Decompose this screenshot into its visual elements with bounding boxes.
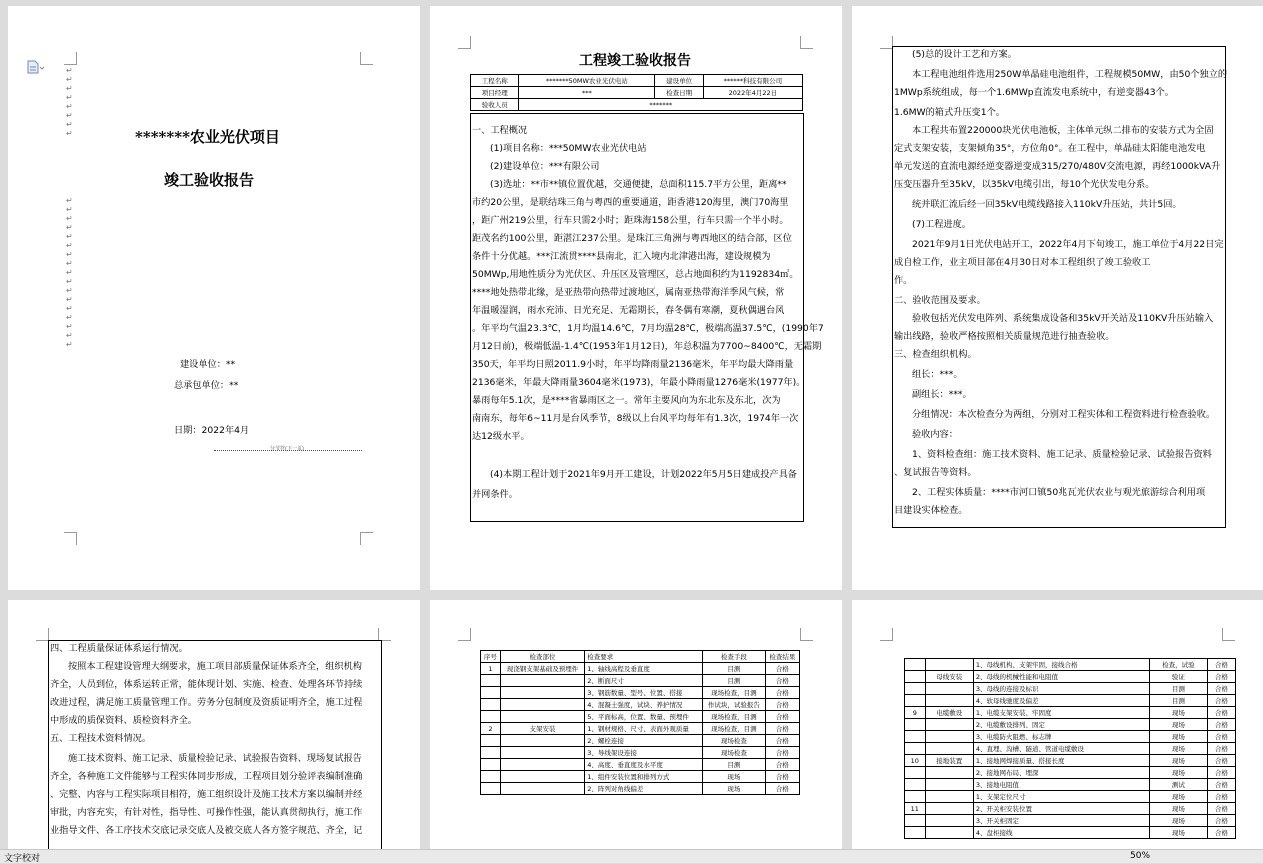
table-row [905, 803, 1236, 815]
table-cell: 合格 [1207, 671, 1235, 683]
text-line: (1)项目名称：***50MW农业光伏电站 [490, 143, 647, 154]
table-cell: 合格 [765, 723, 799, 735]
text-line: 齐全，各种施工文件能够与工程实体同步形成，工程项目划分验评表编制准确 [50, 771, 363, 782]
table-row [905, 695, 1236, 707]
table-cell [925, 695, 973, 707]
text-line: 本工程电池组件选用250W单晶硅电池组件，工程规模50MW，由50个独立的 [912, 69, 1228, 80]
table-row [905, 719, 1236, 731]
text-line: 2021年9月1日光伏电站开工，2022年4月下旬竣工，施工单位于4月22日完 [912, 239, 1224, 250]
table-row [905, 659, 1236, 671]
table-cell [481, 771, 501, 783]
table-cell [500, 747, 584, 759]
text-line: (4)本期工程计划于2021年9月开工建设，计划2022年5月5日建成投产具备 [490, 469, 797, 480]
text-line: 验收内容： [912, 429, 958, 440]
table-row [905, 827, 1236, 839]
table-cell: 合格 [765, 687, 799, 699]
text-line: 350天，年平均日照2011.9小时，年平均降雨量2136毫米，年平均最大降雨量 [472, 359, 794, 370]
text-line: ****地处热带北缘，是亚热带向热带过渡地区，属南亚热带海洋季风气候，常 [472, 287, 785, 298]
text-line: 压变压器升至35kV，以35kV电缆引出，每10个光伏发电分系。 [894, 179, 1155, 190]
table-cell [905, 659, 926, 671]
crop-mark [360, 532, 373, 545]
page-2[interactable] [430, 6, 842, 590]
table-cell: 合格 [765, 711, 799, 723]
table-cell: 现场 [1149, 755, 1207, 767]
general-contractor: 总承包单位：** [174, 380, 239, 391]
table-cell: 序号 [481, 651, 501, 663]
table-cell: 建设单位 [655, 75, 703, 87]
table-cell: 2、螺栓连接 [585, 735, 703, 747]
crop-mark [360, 52, 373, 65]
table-cell [925, 779, 973, 791]
zoom-level[interactable]: 50% [1130, 851, 1151, 861]
table-cell: 现场 [702, 771, 765, 783]
text-line: 年温暖湿润，雨水充沛、日光充足、无霜期长，春冬偶有寒潮，夏秋偶遇台风 [472, 305, 785, 316]
table-cell: 现场 [702, 783, 765, 795]
table-cell: 现场 [1149, 791, 1207, 803]
text-line: 副组长：***。 [912, 389, 972, 400]
table-cell: 现场 [1149, 767, 1207, 779]
table-cell: 4、高度、垂直度及水平度 [585, 759, 703, 771]
text-line: 距茂名约100公里，距湛江237公里。是珠江三角洲与粤西地区的结合部，区位 [472, 233, 792, 244]
table-row [905, 743, 1236, 755]
table-cell [925, 683, 973, 695]
table-cell: 项目经理 [471, 87, 519, 99]
table-cell: 检查日期 [655, 87, 703, 99]
table-cell: 目测 [702, 663, 765, 675]
text-line: 验收包括光伏发电阵列、系统集成设备和35kV开关站及110KV升压站输入 [912, 313, 1214, 324]
table-cell: 2、母线的机械性能和电阻值 [973, 671, 1149, 683]
table-cell: 母线安装 [925, 671, 973, 683]
table-cell [905, 791, 926, 803]
text-line: 分组情况：本次检查分为两组，分别对工程实体和工程资料进行检查验收。 [912, 409, 1216, 420]
table-cell [481, 711, 501, 723]
text-line: 、复试报告等资料。 [894, 467, 977, 478]
table-cell: 合格 [1207, 707, 1235, 719]
page-3[interactable] [852, 6, 1263, 590]
table-cell: 3、母线的连接及标识 [973, 683, 1149, 695]
table-cell [481, 687, 501, 699]
table-cell: 检查部位 [500, 651, 584, 663]
table-cell: 目测 [1149, 683, 1207, 695]
table-cell: 测试 [1149, 779, 1207, 791]
report-title: 工程竣工验收报告 [579, 53, 691, 69]
table-cell: 1、轴线高程及垂直度 [585, 663, 703, 675]
table-cell: 合格 [765, 735, 799, 747]
text-line: 月12日前)，极端低温-1.4℃(1953年1月12日)，年总积温为7700~8400℃，无霜期 [472, 341, 822, 352]
table-cell: 现场检查，目测 [702, 711, 765, 723]
table-row [481, 783, 800, 795]
text-line: (3)选址：**市**镇位置优越，交通便捷，总面积115.7平方公里，距离** [490, 179, 787, 190]
crop-mark [458, 628, 471, 641]
construction-unit: 建设单位：** [180, 359, 236, 370]
table-cell: 3、钢筋数量、型号、位置、搭接 [585, 687, 703, 699]
crop-mark [458, 36, 471, 49]
table-cell [905, 719, 926, 731]
table-cell: 工程名称 [471, 75, 519, 87]
table-cell: 9 [905, 707, 926, 719]
page-1[interactable] [8, 6, 420, 590]
table-cell: 目测 [1149, 695, 1207, 707]
table-cell: 3、导线架设连接 [585, 747, 703, 759]
table-cell [905, 827, 926, 839]
table-cell [905, 815, 926, 827]
table-cell: 4、直埋、沟槽、隧道、管道电缆敷设 [973, 743, 1149, 755]
table-cell: 2、接地网布局、埋深 [973, 767, 1149, 779]
page-6[interactable] [852, 600, 1263, 849]
table-cell [500, 735, 584, 747]
table-cell [925, 767, 973, 779]
table-cell: 合格 [765, 747, 799, 759]
table-row [481, 675, 800, 687]
table-cell: 11 [905, 803, 926, 815]
table-cell: 合格 [765, 675, 799, 687]
text-line: ，距广州219公里，行车只需2小时；距珠海158公里，行车只需一个半小时。 [472, 215, 789, 226]
section-heading: 四、工程质量保证体系运行情况。 [50, 643, 188, 654]
text-line: 50MWp,用地性质分为光伏区、升压区及管理区，总占地面积约为1192834㎡。 [472, 269, 799, 280]
table-row [905, 683, 1236, 695]
section-heading: 三、检查组织机构。 [894, 349, 977, 360]
table-cell: 检查要求 [585, 651, 703, 663]
table-cell: 现场检查 [702, 747, 765, 759]
table-cell: 现场 [1149, 803, 1207, 815]
table-cell [925, 659, 973, 671]
text-line: (2)建设单位：***有限公司 [490, 161, 600, 172]
cover-title-line2: 竣工验收报告 [164, 171, 255, 189]
table-cell: 5、平面标高，位置、数量、预埋件 [585, 711, 703, 723]
table-cell: 2022年4月22日 [703, 87, 802, 99]
crop-mark [880, 628, 893, 641]
table-cell [925, 743, 973, 755]
table-cell: 现场检查，目测 [702, 687, 765, 699]
table-cell [481, 735, 501, 747]
table-cell: 1、接地网焊接质量、搭接长度 [973, 755, 1149, 767]
table-cell [925, 827, 973, 839]
table-cell: 现场 [1149, 731, 1207, 743]
table-cell [500, 675, 584, 687]
text-line: 1MWp系统组成，每一个1.6MWp直流发电系统中，有逆变器43个。 [894, 87, 1174, 98]
table-cell: 合格 [1207, 683, 1235, 695]
table-cell: 4、混凝土强度，试块、养护情况 [585, 699, 703, 711]
table-cell: *******50MW农业光伏电站 [519, 75, 655, 87]
text-line: 南南东，每年6~11月是台风季节，8级以上台风平均每年有1.3次，1974年一次 [472, 413, 799, 424]
cover-date: 日期：2022年4月 [174, 425, 250, 436]
document-icon[interactable] [26, 60, 46, 74]
text-line: 市约20公里，是联结珠三角与粤西的重要通道，距香港120海里，澳门70海里 [472, 197, 789, 208]
table-row [481, 735, 800, 747]
table-cell: 现场 [1149, 707, 1207, 719]
table-cell [500, 783, 584, 795]
table-row [481, 747, 800, 759]
table-cell: 2、断面尺寸 [585, 675, 703, 687]
table-row [905, 767, 1236, 779]
table-cell [905, 683, 926, 695]
table-cell: 合格 [765, 771, 799, 783]
table-row [481, 687, 800, 699]
table-cell: 检查结果 [765, 651, 799, 663]
table-cell [500, 711, 584, 723]
table-row [905, 815, 1236, 827]
text-line: 作。 [894, 275, 913, 286]
table-cell: 检查手段 [702, 651, 765, 663]
text-line: 条件十分优越。***江流贯****县南北，汇入境内北津港出海，建设规模为 [472, 251, 771, 262]
table-cell: 电缆敷设 [925, 707, 973, 719]
table-cell: 合格 [1207, 815, 1235, 827]
table-cell: 1、支架定位尺寸 [973, 791, 1149, 803]
table-cell: 合格 [765, 699, 799, 711]
table-cell [905, 743, 926, 755]
crop-mark [1222, 628, 1235, 641]
table-cell: 现场 [1149, 719, 1207, 731]
text-line: 审批，内容充实，有针对性，指导性、可操作性强，能认真贯彻执行，施工作 [50, 807, 363, 818]
text-line: 、完整、内容与工程实际项目相符，施工组织设计及施工技术方案以编制并经 [50, 789, 363, 800]
text-line: 施工技术资料、施工记录、质量检验记录、试验报告资料、现场复试报告 [68, 753, 362, 764]
paragraph-marks: ↵ ↵ ↵ ↵ ↵ ↵ ↵ ↵ ↵ ↵ ↵ ↵ ↵ ↵ ↵ ↵ ↵ [66, 196, 73, 349]
section-break-label: 分节符(下一页) [270, 446, 304, 452]
text-line: 改进过程，满足施工质量管理工作。劳务分包制度及资质证明齐全，施工过程 [50, 697, 363, 708]
table-cell: 验证 [1149, 671, 1207, 683]
text-line: (5)总的设计工艺和方案。 [912, 49, 1017, 60]
text-line: 中形成的质保资料、质检资料齐全。 [50, 715, 197, 726]
table-cell [905, 731, 926, 743]
table-cell [500, 699, 584, 711]
inspection-table [480, 650, 800, 795]
status-bar [0, 849, 1263, 863]
table-cell: 合格 [1207, 791, 1235, 803]
page-5[interactable] [430, 600, 842, 849]
table-cell [481, 699, 501, 711]
text-line: 输出线路，验收严格按照相关质量规范进行抽查验收。 [894, 331, 1115, 342]
crop-mark [800, 628, 813, 641]
table-cell: 3、电缆防火阻燃、标志牌 [973, 731, 1149, 743]
table-cell: 1、钢材规格、尺寸、表面外观质量 [585, 723, 703, 735]
table-cell [905, 767, 926, 779]
table-cell [925, 803, 973, 815]
text-line: 暴雨每年5.1次，是****省暴雨区之一。常年主要风向为东北东及东北，次为 [472, 395, 781, 406]
table-cell: ******* [519, 99, 803, 111]
table-cell [925, 719, 973, 731]
table-cell: 目测 [702, 759, 765, 771]
page-4[interactable] [8, 600, 420, 849]
table-row [481, 663, 800, 675]
table-cell: 现场 [1149, 827, 1207, 839]
table-row [481, 651, 800, 663]
section-heading: 一、工程概况 [472, 125, 528, 136]
table-cell: 接地装置 [925, 755, 973, 767]
table-cell: 检查，试验 [1149, 659, 1207, 671]
section-heading: 二、验收范围及要求。 [894, 295, 986, 306]
table-cell: 合格 [1207, 755, 1235, 767]
text-line: 定式支架安装，支架倾角35°，方位角0°。在工程中，单晶硅太阳能电池发电 [894, 143, 1206, 154]
crop-mark [64, 52, 77, 65]
text-line: 1、资料检查组：施工技术资料、施工记录、质量检验记录、试验报告资料 [912, 449, 1212, 460]
table-cell [481, 783, 501, 795]
table-cell: 合格 [765, 759, 799, 771]
table-cell: 合格 [1207, 767, 1235, 779]
table-cell: 2、开关柜安装位置 [973, 803, 1149, 815]
table-row [905, 671, 1236, 683]
text-line: 。年平均气温23.3℃，1月均温14.6℃，7月均温28℃，极端高温37.5℃，(1990年7 [472, 323, 824, 334]
text-line: 齐全，人员到位，体系运转正常，能体现计划、实施、检查、处理各环节持续 [50, 679, 363, 690]
table-cell: 合格 [1207, 779, 1235, 791]
text-line: 单元发送的直流电源经逆变器逆变成315/270/480V交流电源，再经1000kVA升 [894, 161, 1221, 172]
table-cell: 合格 [1207, 659, 1235, 671]
table-cell: 4、软母线驰度及偏差 [973, 695, 1149, 707]
table-cell: 1、组件安装位置和排列方式 [585, 771, 703, 783]
text-line: (7)工程进度。 [912, 219, 971, 230]
table-row [481, 711, 800, 723]
text-line: 业指导文件、各工序技术交底记录交底人及被交底人各方签字规范、齐全，记 [50, 825, 363, 836]
table-cell [500, 771, 584, 783]
table-cell [905, 695, 926, 707]
table-cell: 合格 [1207, 695, 1235, 707]
table-cell: ******科技有限公司 [703, 75, 802, 87]
table-row [905, 731, 1236, 743]
text-line: 2136毫米，年最大降雨量3604毫米(1973)，年最小降雨量1276毫米(1977年)。 [472, 377, 806, 388]
proofread-status[interactable]: 文字校对 [4, 854, 41, 864]
text-line: 统并联汇流后经一回35kV电缆线路接入110kV升压站，共计5回。 [912, 199, 1182, 210]
table-cell: 2、阵列对角线偏差 [585, 783, 703, 795]
table-row [481, 759, 800, 771]
table-cell [500, 759, 584, 771]
table-cell [481, 747, 501, 759]
table-cell: 现场检查 [702, 735, 765, 747]
table-cell: 4、盘柜接线 [973, 827, 1149, 839]
table-cell: 合格 [1207, 803, 1235, 815]
table-row [481, 699, 800, 711]
table-cell: 2、电缆敷设排列、固定 [973, 719, 1149, 731]
table-row [481, 771, 800, 783]
table-cell [481, 675, 501, 687]
table-cell: 10 [905, 755, 926, 767]
table-cell: 1、母线机构、支架牢固，接线合格 [973, 659, 1149, 671]
table-cell [905, 779, 926, 791]
table-cell [925, 791, 973, 803]
text-line: 本工程共布置220000块光伏电池板，主体单元纵二排布的安装方式为全固 [912, 125, 1214, 136]
table-cell: 现场检查，目测 [702, 723, 765, 735]
table-cell [500, 687, 584, 699]
section-heading: 五、工程技术资料情况。 [50, 733, 152, 744]
cover-title-line1: *******农业光伏项目 [135, 128, 280, 146]
paragraph-marks: ↵ ↵ ↵ ↵ ↵ ↵ ↵ ↵ [66, 66, 73, 138]
table-row [905, 779, 1236, 791]
table-cell: 验收人员 [471, 99, 519, 111]
table-row [905, 755, 1236, 767]
inspection-table-continued [904, 658, 1236, 839]
text-line: 达12级水平。 [472, 431, 530, 442]
crop-mark [64, 532, 77, 545]
table-cell: 合格 [1207, 827, 1235, 839]
crop-mark [800, 36, 813, 49]
table-cell: *** [519, 87, 655, 99]
text-line: 成自检工作，业主项目部在4月30日对本工程组织了竣工验收工 [894, 257, 1151, 268]
text-line: 1.6MW的箱式升压变1个。 [894, 107, 1005, 118]
text-line: 2、工程实体质量：****市河口镇50兆瓦光伏农业与观光旅游综合利用项 [912, 487, 1206, 498]
table-cell: 3、接地电阻值 [973, 779, 1149, 791]
table-cell: 目测 [702, 675, 765, 687]
text-line: 目建设实体检查。 [894, 505, 968, 516]
table-cell: 合格 [1207, 731, 1235, 743]
table-row [905, 791, 1236, 803]
table-cell: 1 [481, 663, 501, 675]
table-cell: 现场 [1149, 743, 1207, 755]
table-cell: 3、开关柜固定 [973, 815, 1149, 827]
table-cell: 合格 [765, 663, 799, 675]
table-cell: 合格 [765, 783, 799, 795]
table-cell: 合格 [1207, 743, 1235, 755]
text-line: 并网条件。 [472, 489, 518, 500]
table-cell [925, 731, 973, 743]
table-cell [925, 815, 973, 827]
table-row [905, 707, 1236, 719]
text-line: 按照本工程建设管理大纲要求，施工项目部质量保证体系齐全，组织机构 [68, 661, 362, 672]
table-cell: 1、电缆支架安装、牢固度 [973, 707, 1149, 719]
table-cell: 合格 [1207, 719, 1235, 731]
table-cell [481, 759, 501, 771]
table-cell: 2 [481, 723, 501, 735]
table-cell: 支架安装 [500, 723, 584, 735]
table-cell: 现浇钢支架基础及预埋件 [500, 663, 584, 675]
table-cell: 作试块，试验报告 [702, 699, 765, 711]
table-row [481, 723, 800, 735]
text-line: 组长：***。 [912, 369, 963, 380]
table-cell [905, 671, 926, 683]
project-info-table [470, 74, 803, 111]
table-cell: 现场 [1149, 815, 1207, 827]
